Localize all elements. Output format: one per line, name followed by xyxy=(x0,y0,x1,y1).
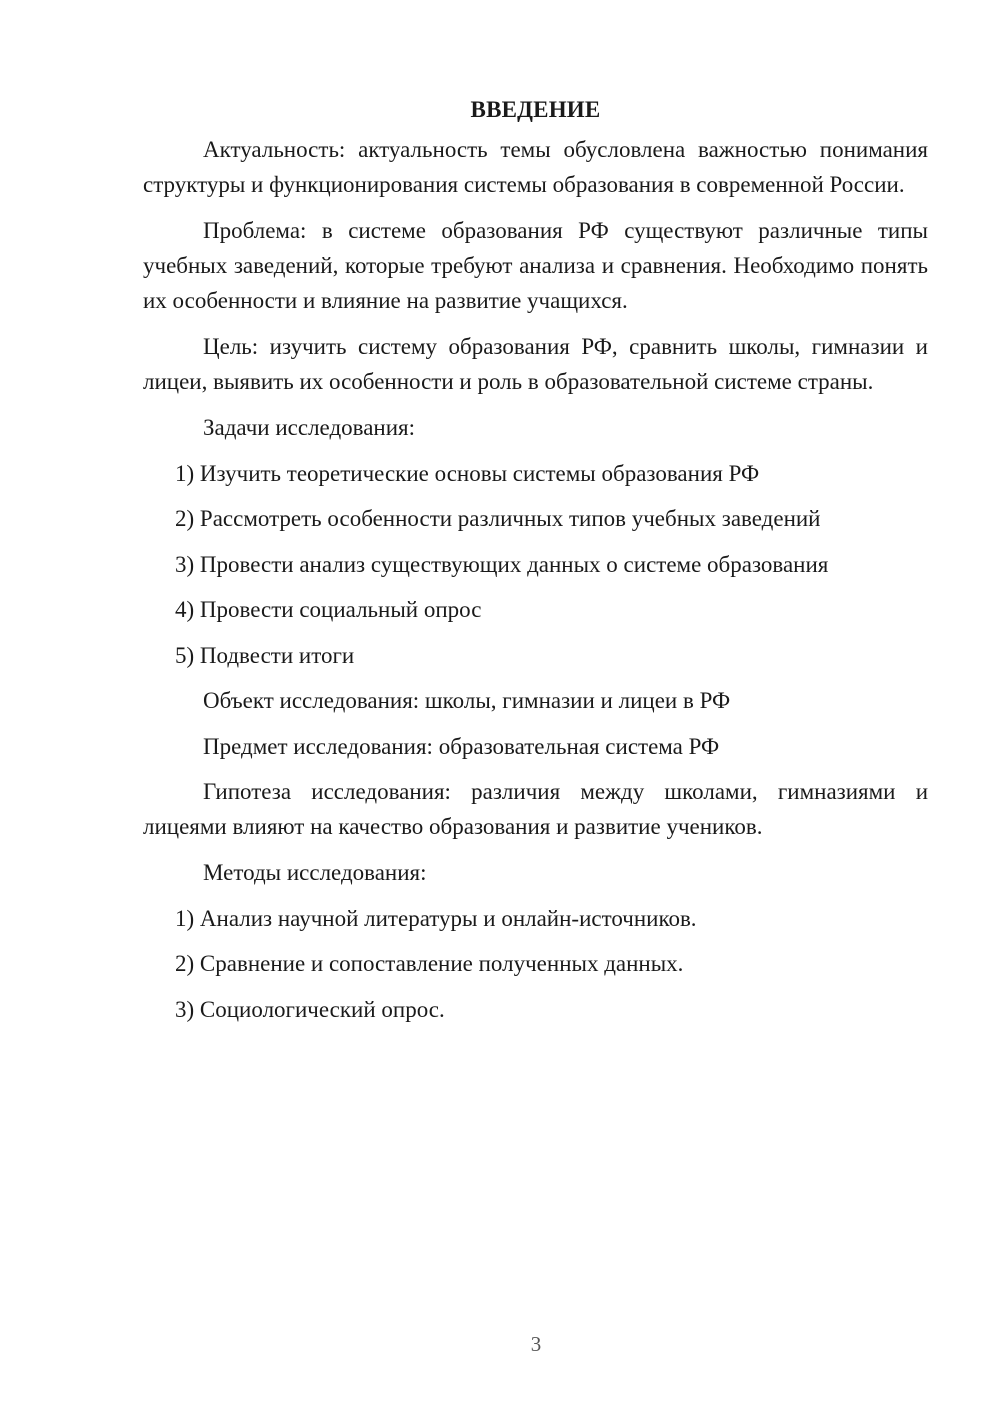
list-item: 1) Анализ научной литературы и онлайн-источников. xyxy=(175,905,697,931)
list-item: 4) Провести социальный опрос xyxy=(175,597,482,622)
list-item: 2) Сравнение и сопоставление полученных данных. xyxy=(175,951,684,976)
hypothesis-paragraph: Гипотеза исследования: различия между школами, гимназиями и лицеями влияют на качество образования и развитие учеников. xyxy=(143,779,928,839)
document-page xyxy=(143,92,928,1037)
goal-paragraph: Цель: изучить систему образования РФ, сравнить школы, гимназии и лицеи, выявить их особенности и роль в образовательной системе страны. xyxy=(143,334,928,394)
tasks-list xyxy=(143,456,928,673)
list-item: 3) Провести анализ существующих данных о системе образования xyxy=(175,551,829,577)
methods-heading: Методы исследования: xyxy=(203,860,427,885)
list-item: 5) Подвести итоги xyxy=(175,642,355,668)
list-item: 2) Рассмотреть особенности различных типов учебных заведений xyxy=(175,506,821,531)
methods-list xyxy=(143,901,928,1027)
relevance-paragraph: Актуальность: актуальность темы обусловлена важностью понимания структуры и функционирования системы образования в современной России. xyxy=(143,137,928,197)
page-number: 3 xyxy=(530,1332,542,1356)
subject-line: Предмет исследования: образовательная система РФ xyxy=(203,733,720,759)
tasks-heading: Задачи исследования: xyxy=(203,415,416,440)
object-line: Объект исследования: школы, гимназии и лицеи в РФ xyxy=(203,688,731,713)
document-title: ВВЕДЕНИЕ xyxy=(470,97,601,122)
problem-paragraph: Проблема: в системе образования РФ существуют различные типы учебных заведений, которые требуют анализа и сравнения. Необходимо понять их особенности и влияние на развитие учащихся. xyxy=(143,218,928,313)
list-item: 3) Социологический опрос. xyxy=(175,996,445,1022)
list-item: 1) Изучить теоретические основы системы образования РФ xyxy=(175,460,760,486)
